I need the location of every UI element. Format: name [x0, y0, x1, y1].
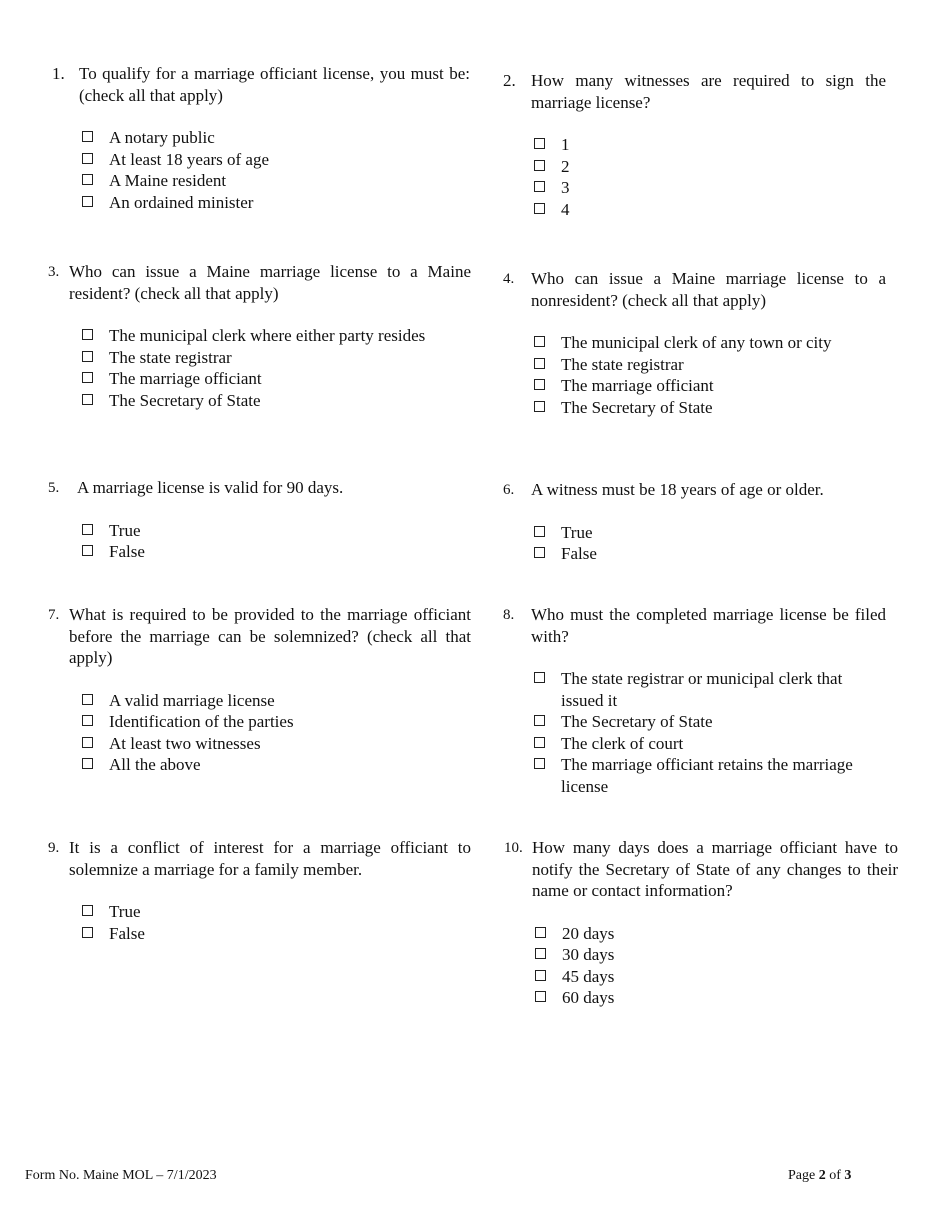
- question-3: [48, 261, 471, 411]
- option-a[interactable]: [532, 923, 898, 945]
- question-number: 2.: [503, 71, 516, 90]
- checkbox[interactable]: [534, 526, 545, 537]
- option-label: The marriage officiant retains the marriage license: [561, 755, 853, 796]
- option-label: True: [109, 520, 141, 540]
- option-label: False: [109, 923, 145, 943]
- option-label: At least 18 years of age: [109, 149, 270, 169]
- checkbox[interactable]: [82, 329, 93, 340]
- option-label: 3: [561, 178, 570, 197]
- question-text: To qualify for a marriage officiant license, you must be: (check all that apply): [79, 64, 470, 105]
- question-stem: [48, 604, 471, 669]
- checkbox[interactable]: [535, 991, 546, 1002]
- checkbox[interactable]: [534, 672, 545, 683]
- option-a-notary[interactable]: [79, 127, 470, 149]
- checkbox[interactable]: [82, 927, 93, 938]
- option-d[interactable]: [531, 397, 886, 419]
- question-2: [503, 70, 886, 220]
- option-d[interactable]: [532, 987, 898, 1009]
- question-text: How many witnesses are required to sign the marriage license?: [531, 71, 886, 112]
- question-stem: [504, 837, 898, 902]
- question-stem: [48, 261, 471, 304]
- option-label: 30 days: [562, 945, 615, 964]
- checkbox[interactable]: [82, 715, 93, 726]
- option-label: 20 days: [562, 923, 615, 943]
- checkbox[interactable]: [82, 153, 93, 164]
- checkbox[interactable]: [534, 737, 545, 748]
- option-label: At least two witnesses: [109, 733, 261, 753]
- option-c[interactable]: [532, 966, 898, 988]
- checkbox[interactable]: [82, 372, 93, 383]
- question-number: 3.: [48, 264, 60, 280]
- option-label: False: [561, 544, 597, 563]
- question-10: [504, 837, 898, 1009]
- checkbox[interactable]: [534, 379, 545, 390]
- options-list: [531, 522, 886, 565]
- option-label: The Secretary of State: [109, 390, 261, 410]
- checkbox[interactable]: [82, 394, 93, 405]
- option-label: A valid marriage license: [109, 690, 275, 710]
- option-true[interactable]: [79, 520, 471, 542]
- option-c[interactable]: [531, 375, 886, 397]
- question-text: How many days does a marriage officiant have to notify the Secretary of State of any changes to their name or contact information?: [532, 838, 898, 900]
- checkbox[interactable]: [535, 927, 546, 938]
- option-b[interactable]: [79, 711, 471, 733]
- page-total: 3: [844, 1168, 852, 1183]
- checkbox[interactable]: [534, 547, 545, 558]
- checkbox[interactable]: [82, 545, 93, 556]
- checkbox[interactable]: [82, 758, 93, 769]
- option-label: The marriage officiant: [561, 376, 714, 395]
- option-d-minister[interactable]: [79, 192, 470, 214]
- checkbox[interactable]: [534, 160, 545, 171]
- option-d[interactable]: [79, 754, 471, 776]
- question-stem: [503, 479, 886, 501]
- option-b-age[interactable]: [79, 149, 470, 171]
- option-label: True: [109, 902, 141, 921]
- question-number: 6.: [503, 482, 515, 498]
- question-number: 4.: [503, 271, 515, 287]
- option-false[interactable]: [79, 923, 471, 945]
- question-stem: [52, 63, 470, 106]
- option-d[interactable]: [531, 199, 886, 221]
- option-d[interactable]: [531, 754, 861, 797]
- checkbox[interactable]: [535, 948, 546, 959]
- checkbox[interactable]: [82, 174, 93, 185]
- checkbox[interactable]: [82, 351, 93, 362]
- option-a[interactable]: [79, 690, 471, 712]
- checkbox[interactable]: [534, 758, 545, 769]
- option-b[interactable]: [79, 347, 471, 369]
- question-text: A marriage license is valid for 90 days.: [77, 478, 344, 497]
- question-text: What is required to be provided to the marriage officiant before the marriage can be solemnized? (check all that apply): [69, 605, 471, 667]
- option-label: The Secretary of State: [561, 397, 713, 417]
- question-text: Who can issue a Maine marriage license to a Maine resident? (check all that apply): [69, 262, 471, 303]
- option-false[interactable]: [79, 541, 471, 563]
- options-list: [79, 690, 471, 776]
- checkbox[interactable]: [534, 401, 545, 412]
- question-4: [503, 268, 886, 418]
- option-label: 4: [561, 199, 570, 219]
- question-number: 1.: [52, 64, 65, 83]
- question-text: Who must the completed marriage license be filed with?: [531, 605, 886, 646]
- question-stem: [48, 837, 471, 880]
- option-label: A Maine resident: [109, 171, 227, 190]
- checkbox[interactable]: [82, 694, 93, 705]
- question-number: 9.: [48, 840, 60, 856]
- option-label: The Secretary of State: [561, 712, 713, 731]
- checkbox[interactable]: [534, 336, 545, 347]
- options-list: [79, 901, 471, 944]
- question-text: It is a conflict of interest for a marriage officiant to solemnize a marriage for a family member.: [69, 838, 471, 879]
- question-stem: [503, 268, 886, 311]
- option-label: The marriage officiant: [109, 369, 262, 388]
- checkbox[interactable]: [82, 524, 93, 535]
- question-stem: [503, 70, 886, 113]
- option-true[interactable]: [79, 901, 471, 923]
- question-number: 5.: [48, 480, 60, 496]
- question-1: [52, 63, 470, 213]
- checkbox[interactable]: [534, 715, 545, 726]
- option-b[interactable]: [531, 156, 886, 178]
- option-a[interactable]: [531, 134, 886, 156]
- checkbox[interactable]: [534, 181, 545, 192]
- option-label: The state registrar: [109, 347, 232, 367]
- option-b[interactable]: [531, 711, 861, 733]
- question-text: A witness must be 18 years of age or older.: [531, 480, 824, 499]
- question-number: 10.: [504, 840, 523, 856]
- checkbox[interactable]: [534, 358, 545, 369]
- option-label: 2: [561, 156, 570, 176]
- option-false[interactable]: [531, 543, 886, 565]
- option-a[interactable]: [531, 668, 861, 711]
- checkbox[interactable]: [82, 131, 93, 142]
- question-8: [503, 604, 886, 797]
- option-a[interactable]: [531, 332, 886, 354]
- options-list: [79, 325, 471, 411]
- page-prefix: Page: [788, 1168, 816, 1183]
- question-6: [503, 479, 886, 565]
- question-9: [48, 837, 471, 944]
- checkbox[interactable]: [534, 138, 545, 149]
- page-current: 2: [818, 1168, 826, 1183]
- option-d[interactable]: [79, 390, 471, 412]
- options-list: [531, 332, 886, 418]
- option-c-resident[interactable]: [79, 170, 470, 192]
- option-label: False: [109, 542, 145, 561]
- options-list: [531, 134, 886, 220]
- option-label: 1: [561, 135, 570, 154]
- options-list: [531, 668, 861, 797]
- checkbox[interactable]: [82, 196, 93, 207]
- option-label: All the above: [109, 755, 201, 774]
- option-c[interactable]: [79, 733, 471, 755]
- option-label: An ordained minister: [109, 192, 254, 212]
- question-number: 7.: [48, 607, 60, 623]
- form-number: Form No. Maine MOL – 7/1/2023: [25, 1168, 217, 1183]
- option-c[interactable]: [531, 177, 886, 199]
- option-true[interactable]: [531, 522, 886, 544]
- question-5: [48, 477, 471, 563]
- question-7: [48, 604, 471, 776]
- options-list: [79, 127, 470, 213]
- option-label: 45 days: [562, 966, 615, 986]
- question-stem: [503, 604, 886, 647]
- checkbox[interactable]: [82, 737, 93, 748]
- option-label: The state registrar or municipal clerk that issued it: [561, 669, 843, 710]
- page-of: of: [829, 1168, 841, 1183]
- option-label: The municipal clerk of any town or city: [561, 333, 832, 352]
- question-text: Who can issue a Maine marriage license to a nonresident? (check all that apply): [531, 269, 886, 310]
- option-label: A notary public: [109, 128, 215, 147]
- option-label: The clerk of court: [561, 733, 684, 753]
- checkbox[interactable]: [535, 970, 546, 981]
- option-b[interactable]: [531, 354, 886, 376]
- option-label: The state registrar: [561, 354, 684, 374]
- options-list: [532, 923, 898, 1009]
- option-label: 60 days: [562, 988, 615, 1007]
- option-label: Identification of the parties: [109, 712, 294, 731]
- option-label: True: [561, 522, 593, 542]
- checkbox[interactable]: [534, 203, 545, 214]
- option-label: The municipal clerk where either party resides: [109, 326, 426, 345]
- page-indicator: [788, 1168, 851, 1184]
- option-c[interactable]: [79, 368, 471, 390]
- option-c[interactable]: [531, 733, 861, 755]
- option-a[interactable]: [79, 325, 471, 347]
- question-number: 8.: [503, 607, 515, 623]
- options-list: [79, 520, 471, 563]
- option-b[interactable]: [532, 944, 898, 966]
- checkbox[interactable]: [82, 905, 93, 916]
- question-stem: [48, 477, 471, 499]
